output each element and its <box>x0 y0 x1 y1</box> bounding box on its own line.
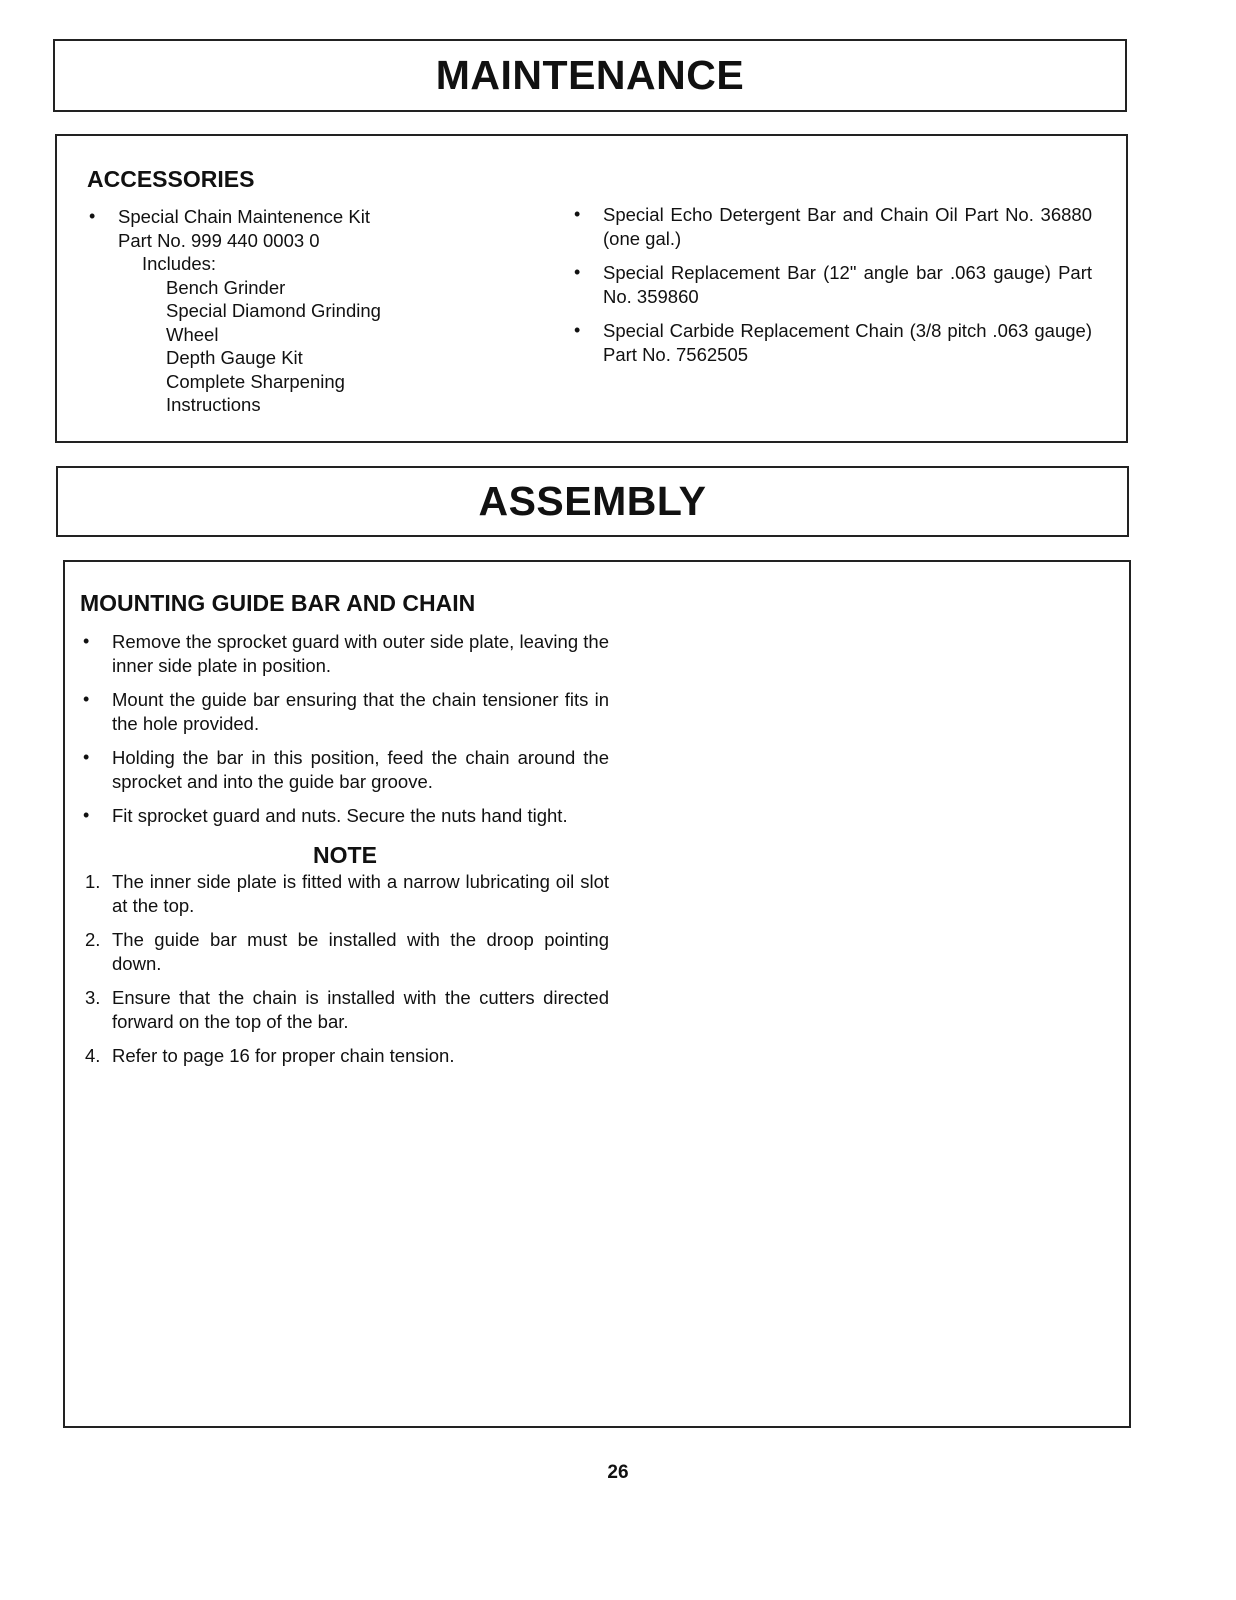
list-item <box>87 205 527 417</box>
note-number: 3. <box>85 987 101 1008</box>
mounting-section <box>63 560 1131 1428</box>
kit-includes-label: Includes: <box>142 253 217 274</box>
list-item: • Special Carbide Replacement Chain (3/8 pitch .063 gauge) Part No. 7562505 <box>572 319 1092 366</box>
note-text: The guide bar must be installed with the droop pointing down. <box>112 929 609 974</box>
maintenance-banner <box>53 39 1127 112</box>
kit-include-item: Instructions <box>166 394 261 415</box>
note-item <box>81 928 609 975</box>
accessories-right-column <box>572 203 1092 377</box>
kit-include-item: Wheel <box>166 323 219 345</box>
mounting-heading: MOUNTING GUIDE BAR AND CHAIN <box>80 590 476 616</box>
kit-include-item: Bench Grinder <box>166 276 286 298</box>
accessories-left-column <box>87 205 527 428</box>
kit-include-item: Complete Sharpening <box>166 370 345 392</box>
list-item: • Fit sprocket guard and nuts. Secure the nuts hand tight. <box>81 804 609 828</box>
note-item <box>81 1044 609 1068</box>
accessories-section <box>55 134 1128 443</box>
kit-include-item: Depth Gauge Kit <box>166 347 303 368</box>
list-item: • Special Replacement Bar (12" angle bar .063 gauge) Part No. 359860 <box>572 261 1092 308</box>
page-number: 26 <box>607 1462 629 1483</box>
kit-include-item: Special Diamond Grinding <box>166 300 381 321</box>
accessories-heading: ACCESSORIES <box>87 166 255 192</box>
kit-name: • Special Chain Maintenence Kit <box>118 206 370 227</box>
note-text: Refer to page 16 for proper chain tension. <box>112 1045 455 1066</box>
list-item: • Mount the guide bar ensuring that the chain tensioner fits in the hole provided. <box>81 688 609 735</box>
list-item: • Holding the bar in this position, feed the chain around the sprocket and into the guide bar groove. <box>81 746 609 793</box>
assembly-title: ASSEMBLY <box>478 478 707 524</box>
note-item <box>81 986 609 1033</box>
note-text: The inner side plate is fitted with a narrow lubricating oil slot at the top. <box>112 871 609 916</box>
kit-part-number: Part No. 999 440 0003 0 <box>118 229 320 251</box>
note-number: 4. <box>85 1045 101 1066</box>
list-item: • Special Echo Detergent Bar and Chain Oil Part No. 36880 (one gal.) <box>572 203 1092 250</box>
maintenance-title: MAINTENANCE <box>435 52 745 98</box>
note-number: 1. <box>85 871 101 892</box>
note-heading: NOTE <box>313 841 377 868</box>
list-item: • Remove the sprocket guard with outer side plate, leaving the inner side plate in position. <box>81 630 609 677</box>
mounting-instructions <box>81 630 609 1079</box>
assembly-banner <box>56 466 1129 537</box>
note-text: Ensure that the chain is installed with the cutters directed forward on the top of the bar. <box>112 987 609 1032</box>
note-number: 2. <box>85 929 101 950</box>
note-item <box>81 870 609 917</box>
